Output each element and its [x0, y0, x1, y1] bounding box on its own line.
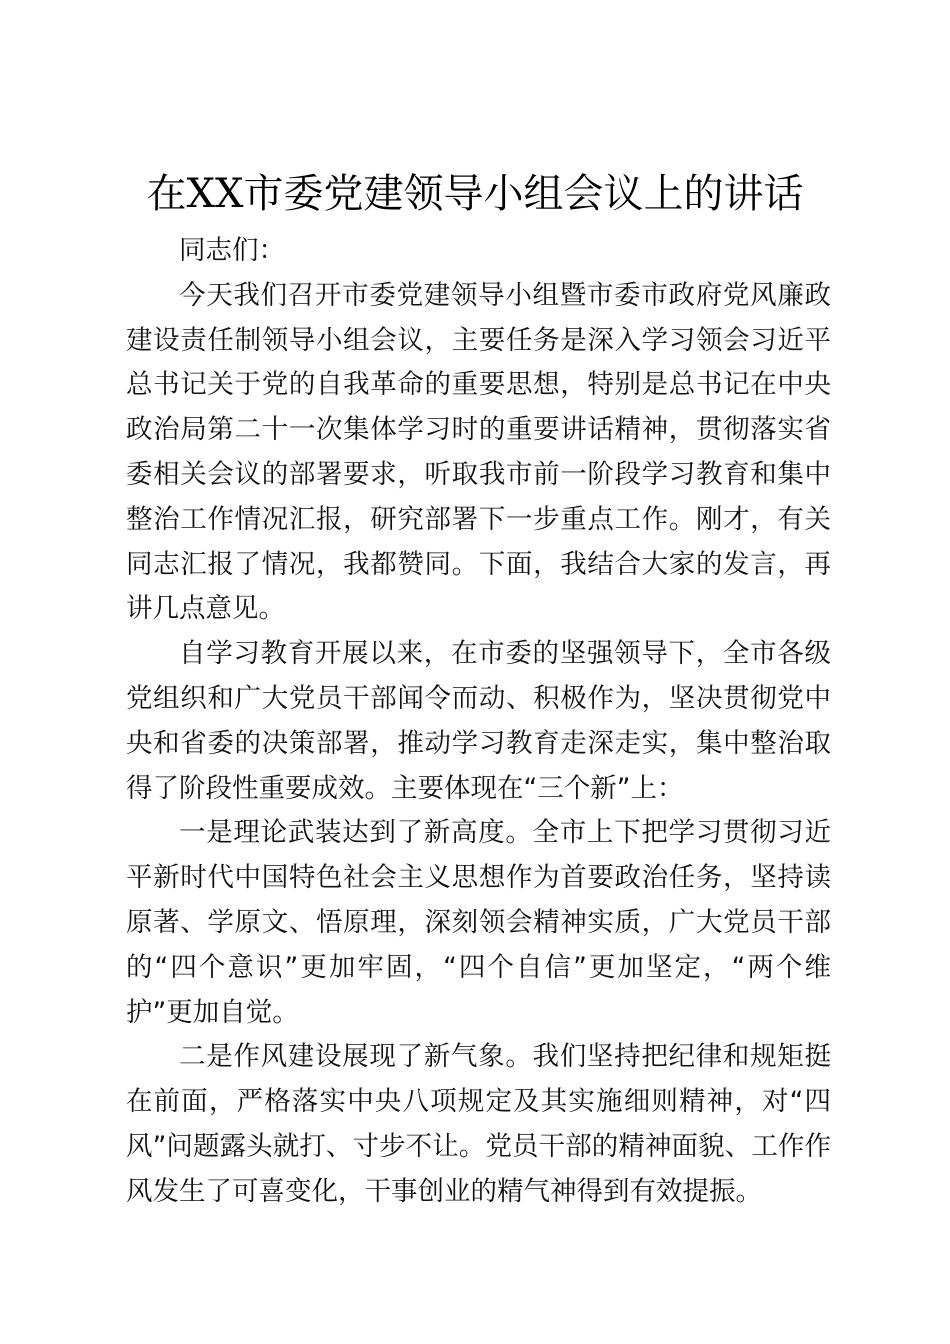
document-title: 在XX市委党建领导小组会议上的讲话 [146, 171, 804, 217]
salutation: 同志们： [179, 235, 285, 266]
paragraph-opening: 今天我们召开市委党建领导小组暨市委市政府党风廉政建设责任制领导小组会议，主要任务是深入学习领会习近平总书记关于党的自我革命的重要思想，特别是总书记在中央政治局第二十一次集体学习时的重要讲话精神，贯彻落实省委相关会议的部署要求，听取我市前一阶段学习教育和集中整治工作情况汇报，研究部署下一步重点工作。刚才，有关同志汇报了情况，我都赞同。下面，我结合大家的发言，再讲几点意见。 [126, 279, 831, 625]
document-body [126, 229, 831, 1215]
paragraph-point-one: 一是理论武装达到了新高度。全市上下把学习贯彻习近平新时代中国特色社会主义思想作为首要政治任务，坚持读原著、学原文、悟原理，深刻领会精神实质，广大党员干部的“四个意识”更加牢固，“四个自信”更加坚定，“两个维护”更加自觉。 [126, 817, 831, 1028]
paragraph-achievements-intro: 自学习教育开展以来，在市委的坚强领导下，全市各级党组织和广大党员干部闻令而动、积极作为，坚决贯彻党中央和省委的决策部署，推动学习教育走深走实，集中整治取得了阶段性重要成效。主要体现在“三个新”上： [126, 638, 831, 804]
paragraph-point-two: 二是作风建设展现了新气象。我们坚持把纪律和规矩挺在前面，严格落实中央八项规定及其实施细则精神，对“四风”问题露头就打、寸步不让。党员干部的精神面貌、工作作风发生了可喜变化，干事创业的精气神得到有效提振。 [126, 1041, 831, 1207]
